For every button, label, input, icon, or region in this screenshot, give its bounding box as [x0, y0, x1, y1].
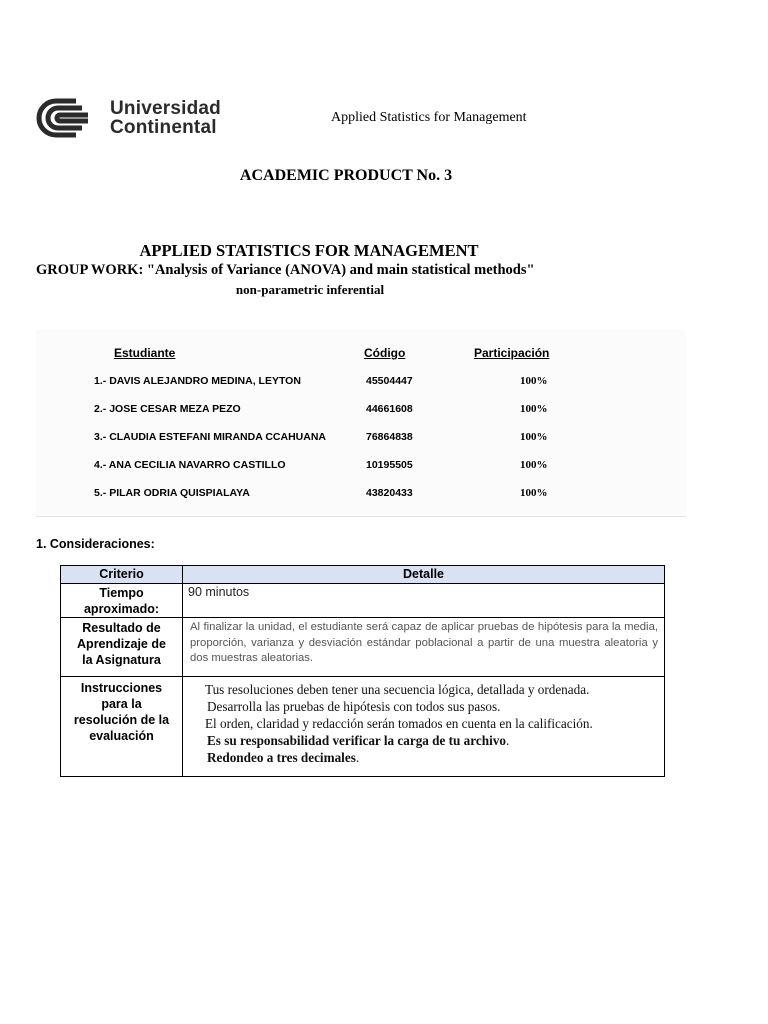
product-title: ACADEMIC PRODUCT No. 3 — [239, 167, 453, 184]
tiempo-value: 90 minutos — [183, 584, 665, 618]
resultado-label: Resultado de Aprendizaje de la Asignatura — [61, 618, 183, 677]
student-code: 10195505 — [366, 459, 413, 471]
continental-c-logo-icon — [36, 98, 100, 138]
logo-line-2: Continental — [110, 117, 217, 138]
instruction-item: Tus resoluciones deben tener una secuencia lógica, detallada y ordenada. — [205, 682, 590, 697]
tiempo-label: Tiempo aproximado: — [61, 584, 183, 618]
student-name: 5.- PILAR ODRIA QUISPIALAYA — [94, 487, 250, 499]
instrucciones-label: Instrucciones para la resolución de la evaluación — [61, 677, 183, 777]
group-work-label: GROUP WORK: — [36, 262, 144, 278]
resultado-value: Al finalizar la unidad, el estudiante será capaz de aplicar pruebas de hipótesis para la media, proporción, varianza y desviación estándar poblacional a partir de una muestra aleatoria y dos muestras aleatorias. — [183, 618, 665, 677]
participation-column-header: Participación — [474, 346, 550, 360]
subtitle: non-parametric inferential — [235, 282, 385, 297]
university-logo — [36, 94, 268, 142]
student-name: 1.- DAVIS ALEJANDRO MEDINA, LEYTON — [94, 375, 301, 387]
student-code: 43820433 — [366, 487, 413, 499]
student-name: 2.- JOSE CESAR MEZA PEZO — [94, 403, 241, 415]
detalle-header: Detalle — [183, 566, 665, 584]
student-participation: 100% — [520, 459, 548, 471]
student-code: 76864838 — [366, 431, 413, 443]
logo-text — [110, 99, 221, 137]
student-column-header: Estudiante — [114, 346, 176, 360]
group-work-line — [36, 262, 535, 279]
student-code: 45504447 — [366, 375, 413, 387]
instruction-item: Es su responsabilidad verificar la carga de tu archivo. — [207, 733, 510, 748]
instruction-item: Desarrolla las pruebas de hipótesis con todos sus pasos. — [207, 699, 501, 714]
instrucciones-list — [183, 677, 665, 777]
student-name: 4.- ANA CECILIA NAVARRO CASTILLO — [94, 459, 286, 471]
student-participation: 100% — [520, 431, 548, 443]
student-code: 44661608 — [366, 403, 413, 415]
instruction-item: El orden, claridad y redacción serán tomados en cuenta en la calificación. — [205, 716, 593, 731]
criterio-header: Criterio — [61, 566, 183, 584]
student-name: 3.- CLAUDIA ESTEFANI MIRANDA CCAHUANA — [94, 431, 326, 443]
main-title: APPLIED STATISTICS FOR MANAGEMENT — [139, 241, 479, 260]
student-participation: 100% — [520, 487, 548, 499]
course-header: Applied Statistics for Management — [331, 110, 527, 125]
code-column-header: Código — [364, 346, 406, 360]
student-participation: 100% — [520, 403, 548, 415]
logo-line-1: Universidad — [110, 98, 221, 119]
considerations-title: 1. Consideraciones: — [36, 537, 155, 551]
instruction-item: Redondeo a tres decimales. — [207, 750, 360, 765]
considerations-table — [60, 565, 665, 777]
student-participation: 100% — [520, 375, 548, 387]
group-work-title: "Analysis of Variance (ANOVA) and main statistical methods" — [146, 262, 535, 278]
